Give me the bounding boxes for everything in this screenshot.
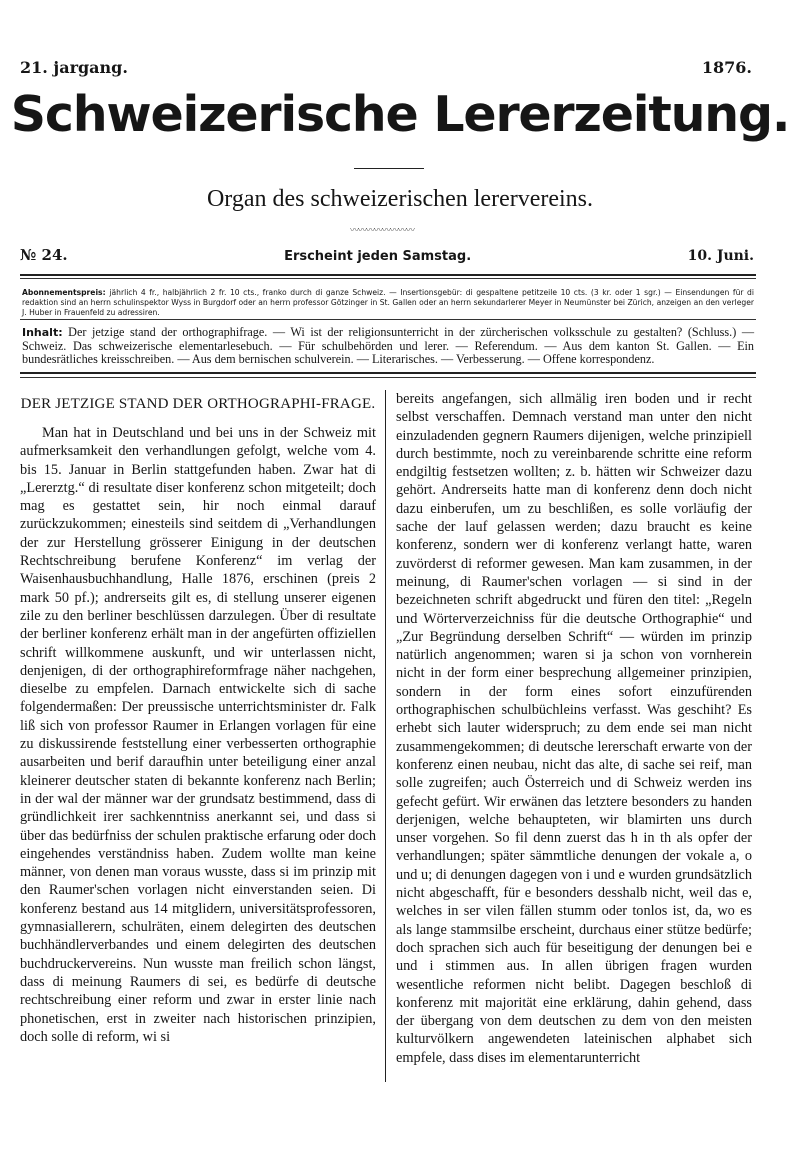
frequency-label: Erscheint jeden Samstag. [284, 249, 472, 264]
notice-text: jährlich 4 fr., halbjährlich 2 fr. 10 cts., franko durch di ganze Schweiz. — Insertionsgebür: di gespaltene petitzeile 10 cts. (3 kr. oder 1 sgr.) — Einsendungen für di redaktion sind an herrn schulinspektor Wyss in Burgdorf oder an herrn professor Götzinger in St. Gallen oder an herrn sekundarlerer Meyer in Neumünster bei Zürich, anzeigen an den verleger J. Huber in Frauenfeld zu adressiren. [22, 288, 754, 317]
article-text-right: bereits angefangen, sich allmälig iren boden und ir recht selbst verschaffen. Demnach verstand man unter den nicht einzuladenden gegnern Raumers dijenigen, welche prinzipiell durch bestimmte, noch zu vereinbarende schritte eine reform endgiltig festsetzen wollten; z. b. hätten wir Schweizer dazu gehört. Andrerseits hatte man di konferenz denn doch nicht dazu einberufen, um zu beschlißen, es solle vorläufig der sache der lauf gelassen werden; dazu braucht es keine konferenz, sondern wer di konferenz verlangt hatte, waren zuvörderst di reformer gewesen. Man kam zusammen, in der meinung, di Raumer'schen vorlagen — si sind in der bezeichneten schrift abgedruckt und füren den titel: „Regeln und Wörterverzeichniss für die deutsche Orthographie“ und „Zur Begründung derselben Schrift“ — würden im prinzip natürlich angenommen; waren si ja schon von vornherein nicht in der form einer besprechung allgemeiner prinzipien, sondern in der form eines sofort einzufürenden orthographischen schulbüchleins verfasst. Was geschiht? Es erhebt sich lauter widerspruch; zu dem ende sei man nicht zusammengekommen; di deutsche lererschaft erwarte von der konferenz einen neubau, nicht das alte, di sache sei reif, man solle zugreifen; auch Österreich und di Schweiz werden ins gefecht gefürt. Wir erwänen das letztere besonders zu handen derjenigen, welche behaupteten, wir blamirten uns durch unser vorgehen. So fil denn zuerst das h in th als opfer der verhandlungen; später sämmtliche denungen der vokale a, o und u; di denungen dagegen von i und e wurden grundsätzlich nicht abgeschafft, für e besonders desshalb nicht, weil das e, welches in ser vilen fällen stumm oder tonlos ist, da, wo es als lange stammsilbe erscheint, durchaus einer stütze bedürfe; doch sprachen sich auch für beseitigung der denungen bei e und i stimmen aus. In allen übrigen fragen wurden wesentliche reformen nicht belibt. Dagegen beschloß di konferenz mit majorität eine erklärung, dahin gehend, dass der übergang von dem deutschen zu dem von den meisten kulturvölkern angewendeten lateinischen alphabet sich empfele, dass dises im elementarunterricht [396, 391, 752, 1066]
issue-date: 10. Juni. [687, 248, 754, 264]
article-text-left: Man hat in Deutschland und bei uns in der Schweiz mit aufmerksamkeit den verhandlungen gefolgt, welche vom 4. bis 15. Januar in Berlin stattgefunden haben. Zwar hat di „Lererztg.“ di resultate diser konferenz schon mitgeteilt; doch mag es gestattet sein, hir noch einmal darauf zurückzukommen; einesteils sind seitdem di „Verhandlungen der zur Herstellung grösserer Einigung in der deutschen Rechtschreibung berufene Konferenz“ im verlag der Waisenhausbuchhandlung, Halle 1876, erschinen (preis 2 mark 50 pf.); andrerseits gilt es, di stellung unserer eigenen zile zu den berliner beschlüssen darzulegen. Über di resultate der berliner konferenz erhält man in der angefürten offiziellen schrift willkommene auskunft, und wir unterlassen nicht, denjenigen, di der orthographireformfrage näher nachgehen, dieselbe zu empfelen. Darnach entwickelte sich di sache folgendermaßen: Der preussische unterrichtsminister dr. Falk liß sich von professor Raumer in Erlangen vorlagen für eine zu diskussirende feststellung einer verbesserten orthographie ausarbeiten und berif daraufhin unter beteiligung einer anzal kleinerer deutscher staten di bekannte konferenz nach Berlin; in der wal der männer war der grundsatz bestimmend, dass di gründlichkeit irer sachkenntniss anerkannt sei, und dass si über das bedürfniss der schulen praktische erfarung oder doch eingehendes verständniss haben. Zudem wollte man keine männer, von denen man voraus wusste, dass si im prinzip mit den Raumer'schen vorlagen nicht einverstanden seien. Di konferenz bestand aus 14 mitglidern, universitätsprofessoren, gymnasiallerern, schulräten, einem delegirten des deutschen buchhändlerverbandes und einem delegirten des deutschen buchdruckervereins. Nun wusste man freilich schon längst, dass di meinung Raumers di sei, es bedürfe di deutsche rechtschreibung einer reform und zwar in erster linie nach phonetischen, erst in zweiter nach historischen prinzipien, doch solle di reform, wi si [20, 425, 376, 1045]
rule-mid [20, 319, 756, 320]
toc-label: Inhalt: [22, 326, 63, 339]
newspaper-subtitle: Organ des schweizerischen lerervereins. [206, 186, 594, 212]
title-divider [354, 168, 424, 169]
table-of-contents [22, 326, 754, 367]
rule-bottom-thin [20, 377, 756, 378]
notice-label: Abonnementspreis: [22, 288, 106, 297]
article-column-left [20, 394, 376, 1046]
issue-row [20, 246, 754, 264]
rule-top [20, 274, 756, 276]
volume-label: 21. jargang. [20, 58, 128, 77]
article-heading: DER JETZIGE STAND DER ORTHOGRAPHI-FRAGE. [20, 396, 376, 412]
rule-top-thin [20, 278, 756, 279]
issue-number: № 24. [20, 246, 68, 264]
toc-text: Der jetzige stand der orthographifrage. — Wi ist der religionsunterricht in der zürcherischen volksschule zu gestalten? (Schluss.) — Schweiz. Das schweizerische elementarlesebuch. — Für schulbehörden und lerer. — Referendum. — Aus dem kanton St. Gallen. — Ein bundesrätliches kreisschreiben. — Aus dem bernischen schulverein. — Literarisches. — Verbesserung. — Offene korrespondenz. [22, 325, 755, 366]
column-separator [385, 390, 386, 1082]
top-line [20, 58, 752, 77]
ornament-divider: 〰〰〰〰〰〰〰〰 [350, 226, 415, 236]
article-column-right [396, 390, 752, 1067]
subscription-notice [22, 288, 754, 318]
year-label: 1876. [701, 58, 752, 77]
rule-bottom [20, 372, 756, 374]
newspaper-title: Schweizerische Lererzeitung. [10, 86, 790, 143]
